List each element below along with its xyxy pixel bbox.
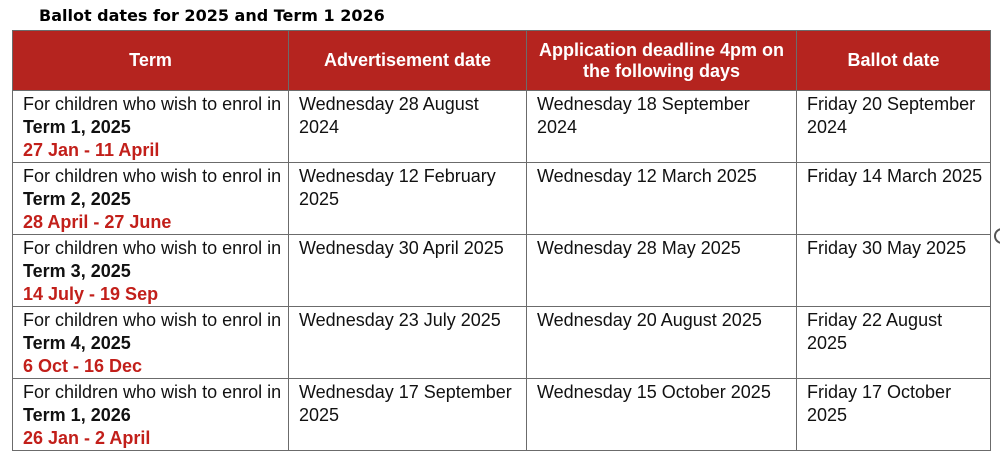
term-cell <box>13 307 289 379</box>
header-ballot-date: Ballot date <box>797 31 991 91</box>
ballot-dates-table <box>12 30 991 451</box>
header-term: Term <box>13 31 289 91</box>
table-row <box>13 307 991 379</box>
ballot-date-cell: Friday 30 May 2025 <box>797 235 991 307</box>
term-prefix: For children who wish to enrol in <box>23 238 282 258</box>
application-deadline-cell: Wednesday 12 March 2025 <box>527 163 797 235</box>
application-deadline-cell: Wednesday 15 October 2025 <box>527 379 797 451</box>
advertisement-date-cell: Wednesday 12 February 2025 <box>289 163 527 235</box>
advertisement-date-cell: Wednesday 23 July 2025 <box>289 307 527 379</box>
table-row <box>13 91 991 163</box>
term-dates: 28 April - 27 June <box>23 212 172 232</box>
term-dates: 14 July - 19 Sep <box>23 284 159 304</box>
term-dates: 27 Jan - 11 April <box>23 140 160 160</box>
advertisement-date-cell: Wednesday 28 August 2024 <box>289 91 527 163</box>
page-title: Ballot dates for 2025 and Term 1 2026 <box>39 6 385 25</box>
header-advertisement-date: Advertisement date <box>289 31 527 91</box>
ballot-date-cell: Friday 14 March 2025 <box>797 163 991 235</box>
term-prefix: For children who wish to enrol in <box>23 166 282 186</box>
header-application-deadline: Application deadline 4pm on the following days <box>527 31 797 91</box>
term-prefix: For children who wish to enrol in <box>23 310 282 330</box>
application-deadline-cell: Wednesday 28 May 2025 <box>527 235 797 307</box>
term-name: Term 1, 2025 <box>23 117 131 137</box>
term-name: Term 3, 2025 <box>23 261 131 281</box>
term-name: Term 1, 2026 <box>23 405 131 425</box>
table-row <box>13 379 991 451</box>
term-cell <box>13 379 289 451</box>
term-name: Term 2, 2025 <box>23 189 131 209</box>
table-header-row <box>13 31 991 91</box>
term-dates: 6 Oct - 16 Dec <box>23 356 143 376</box>
application-deadline-cell: Wednesday 20 August 2025 <box>527 307 797 379</box>
term-prefix: For children who wish to enrol in <box>23 382 282 402</box>
term-cell <box>13 163 289 235</box>
application-deadline-cell: Wednesday 18 September 2024 <box>527 91 797 163</box>
advertisement-date-cell: Wednesday 17 September 2025 <box>289 379 527 451</box>
partial-bracket-glyph <box>994 228 1000 244</box>
term-name: Term 4, 2025 <box>23 333 131 353</box>
term-prefix: For children who wish to enrol in <box>23 94 282 114</box>
ballot-date-cell: Friday 20 September 2024 <box>797 91 991 163</box>
ballot-date-cell: Friday 17 October 2025 <box>797 379 991 451</box>
term-dates: 26 Jan - 2 April <box>23 428 151 448</box>
term-cell <box>13 91 289 163</box>
table-row <box>13 235 991 307</box>
table-row <box>13 163 991 235</box>
advertisement-date-cell: Wednesday 30 April 2025 <box>289 235 527 307</box>
ballot-date-cell: Friday 22 August 2025 <box>797 307 991 379</box>
term-cell <box>13 235 289 307</box>
